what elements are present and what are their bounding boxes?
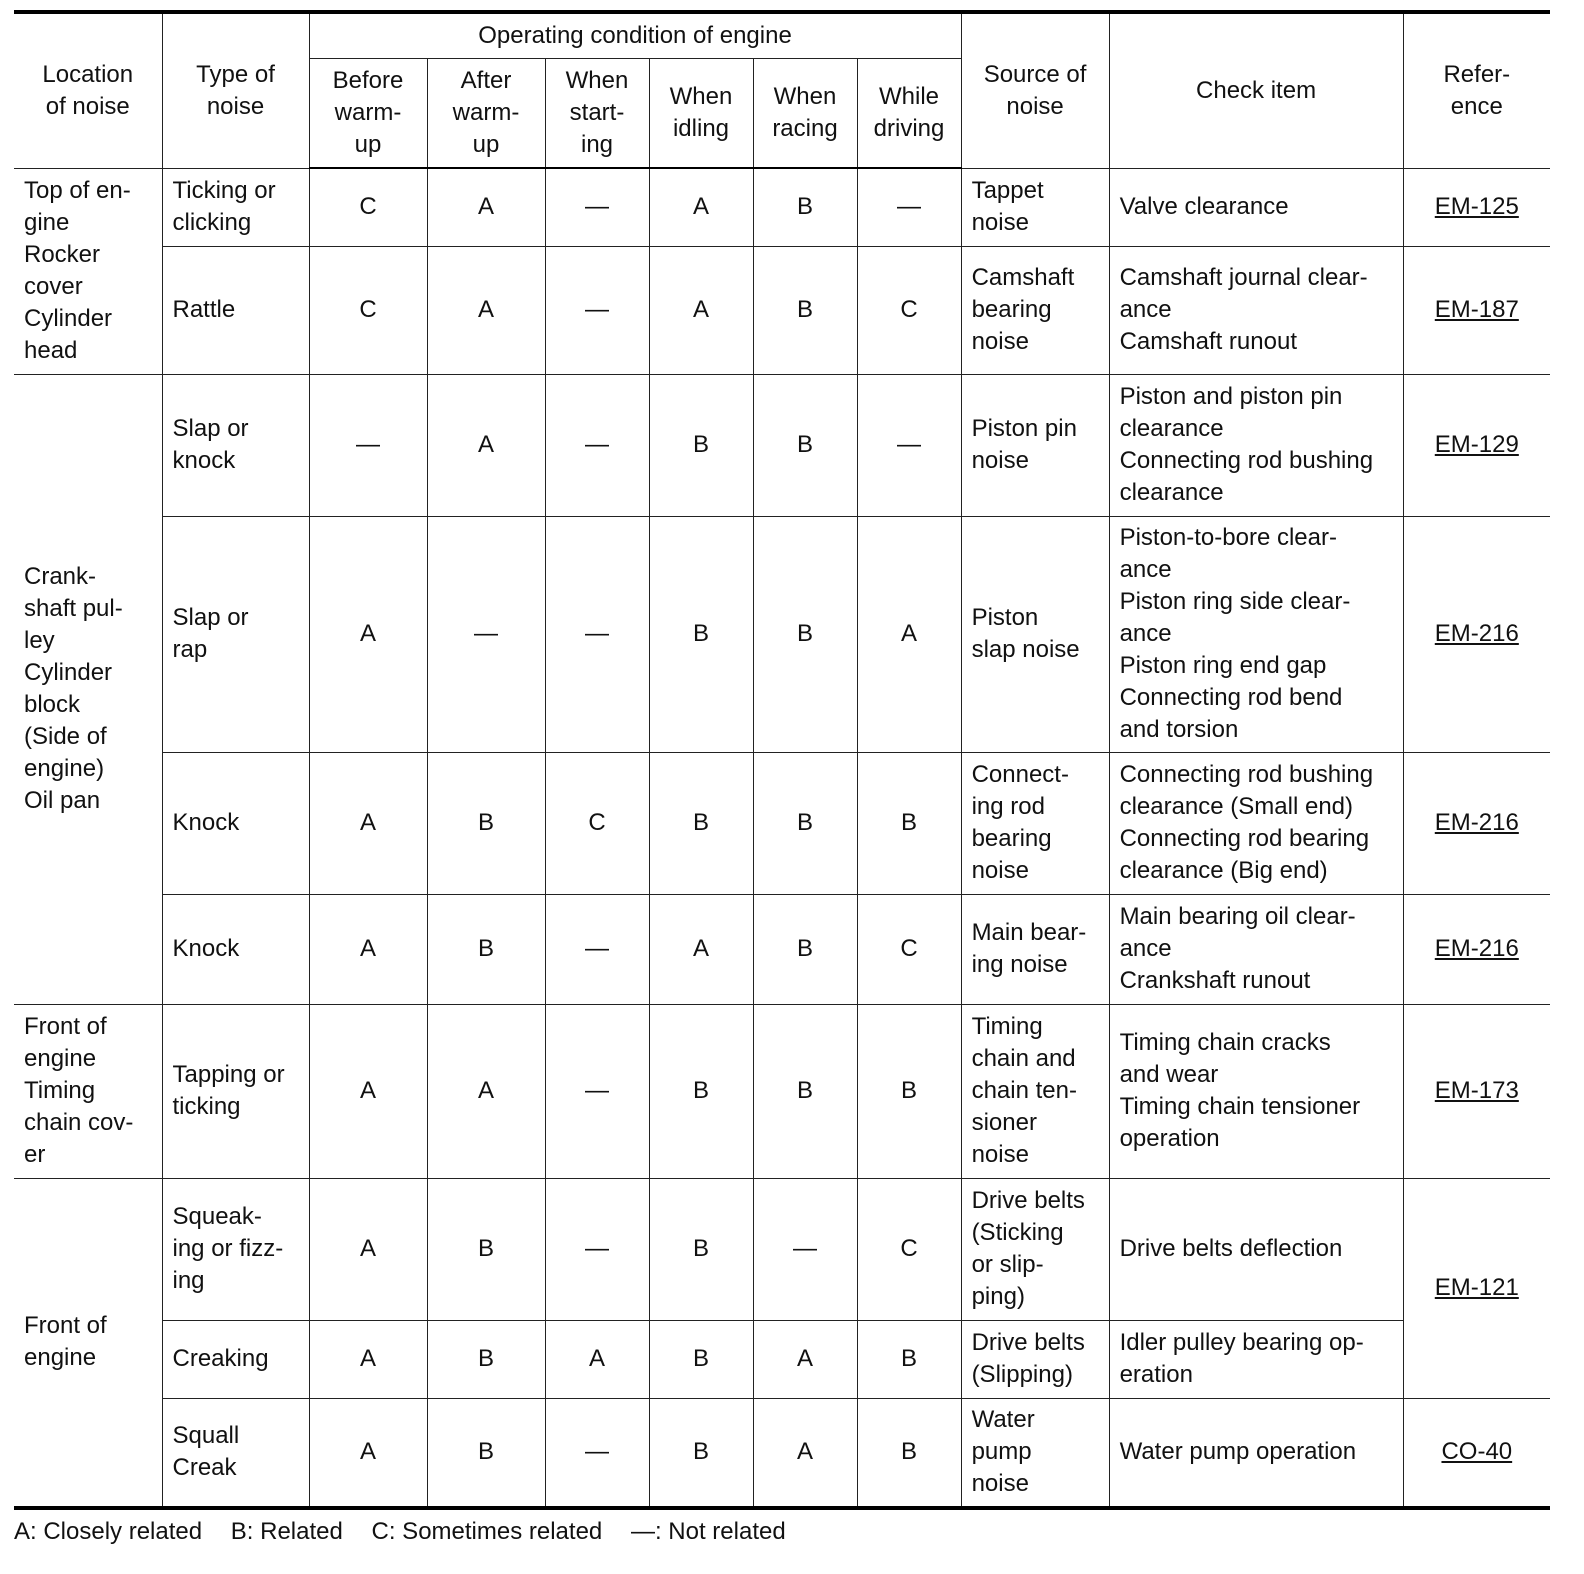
reference-link[interactable]: EM-216 xyxy=(1434,809,1519,836)
source-cell: Main bear- ing noise xyxy=(961,894,1109,1004)
noise-type-cell: Slap or rap xyxy=(162,516,309,752)
table-row xyxy=(14,1004,1550,1178)
condition-cell: — xyxy=(857,374,961,516)
reference-link[interactable]: EM-187 xyxy=(1434,296,1519,323)
reference-cell xyxy=(1403,1398,1550,1508)
header-condition-before-warmup: Before warm- up xyxy=(309,58,427,168)
check-item-cell: Main bearing oil clear- ance Crankshaft runout xyxy=(1109,894,1403,1004)
condition-cell: — xyxy=(857,168,961,246)
condition-cell: A xyxy=(309,1320,427,1398)
header-check-item: Check item xyxy=(1109,12,1403,168)
condition-cell: — xyxy=(545,246,649,374)
condition-cell: B xyxy=(427,1398,545,1508)
source-cell: Drive belts (Sticking or slip- ping) xyxy=(961,1178,1109,1320)
location-cell: Front of engine Timing chain cov- er xyxy=(14,1004,162,1178)
condition-cell: C xyxy=(545,752,649,894)
check-item-cell: Connecting rod bushing clearance (Small end) Connecting rod bearing clearance (Big end) xyxy=(1109,752,1403,894)
reference-link[interactable]: EM-216 xyxy=(1434,620,1519,647)
condition-cell: B xyxy=(753,1004,857,1178)
condition-cell: B xyxy=(649,1398,753,1508)
condition-cell: A xyxy=(427,246,545,374)
condition-cell: — xyxy=(545,1398,649,1508)
condition-cell: A xyxy=(753,1320,857,1398)
header-location: Location of noise xyxy=(14,12,162,168)
table-row xyxy=(14,894,1550,1004)
header-type: Type of noise xyxy=(162,12,309,168)
condition-cell: B xyxy=(857,752,961,894)
reference-link[interactable]: CO-40 xyxy=(1441,1438,1513,1466)
condition-cell: C xyxy=(309,168,427,246)
legend-related: B: Related xyxy=(230,1518,343,1545)
condition-cell: B xyxy=(857,1004,961,1178)
condition-cell: B xyxy=(649,516,753,752)
condition-cell: C xyxy=(857,1178,961,1320)
header-condition-when-starting: When start- ing xyxy=(545,58,649,168)
condition-cell: A xyxy=(309,752,427,894)
condition-cell: — xyxy=(545,374,649,516)
legend-sometimes-related: C: Sometimes related xyxy=(371,1518,603,1545)
check-item-cell: Drive belts deflection xyxy=(1109,1178,1403,1320)
condition-cell: A xyxy=(309,894,427,1004)
reference-cell xyxy=(1403,1004,1550,1178)
reference-link[interactable]: EM-216 xyxy=(1434,935,1519,962)
table-row xyxy=(14,168,1550,246)
condition-cell: A xyxy=(649,894,753,1004)
reference-cell xyxy=(1403,168,1550,246)
condition-cell: A xyxy=(649,246,753,374)
condition-cell: B xyxy=(427,1178,545,1320)
header-condition-when-idling: When idling xyxy=(649,58,753,168)
check-item-cell: Piston and piston pin clearance Connecting rod bushing clearance xyxy=(1109,374,1403,516)
reference-cell xyxy=(1403,1178,1550,1398)
condition-cell: B xyxy=(649,374,753,516)
check-item-cell: Water pump operation xyxy=(1109,1398,1403,1508)
reference-cell xyxy=(1403,752,1550,894)
table-row xyxy=(14,1320,1550,1398)
condition-cell: B xyxy=(753,168,857,246)
condition-cell: A xyxy=(309,516,427,752)
condition-cell: B xyxy=(649,1004,753,1178)
source-cell: Tappet noise xyxy=(961,168,1109,246)
check-item-cell: Timing chain cracks and wear Timing chain tensioner operation xyxy=(1109,1004,1403,1178)
noise-type-cell: Slap or knock xyxy=(162,374,309,516)
reference-cell xyxy=(1403,894,1550,1004)
source-cell: Water pump noise xyxy=(961,1398,1109,1508)
condition-cell: A xyxy=(309,1178,427,1320)
condition-cell: A xyxy=(427,374,545,516)
header-condition-after-warmup: After warm- up xyxy=(427,58,545,168)
condition-cell: B xyxy=(427,752,545,894)
reference-cell xyxy=(1403,246,1550,374)
condition-cell: A xyxy=(857,516,961,752)
condition-cell: — xyxy=(427,516,545,752)
check-item-cell: Idler pulley bearing op- eration xyxy=(1109,1320,1403,1398)
location-cell: Front of engine xyxy=(14,1178,162,1508)
reference-cell xyxy=(1403,374,1550,516)
header-condition-when-racing: When racing xyxy=(753,58,857,168)
reference-link[interactable]: EM-125 xyxy=(1434,193,1519,220)
condition-cell: — xyxy=(753,1178,857,1320)
header-reference: Refer- ence xyxy=(1403,12,1550,168)
condition-cell: — xyxy=(545,516,649,752)
source-cell: Connect- ing rod bearing noise xyxy=(961,752,1109,894)
condition-cell: B xyxy=(427,1320,545,1398)
condition-cell: B xyxy=(649,752,753,894)
legend-closely-related: A: Closely related xyxy=(14,1518,203,1545)
reference-link[interactable]: EM-129 xyxy=(1434,431,1519,458)
reference-link[interactable]: EM-173 xyxy=(1434,1077,1519,1104)
reference-link[interactable]: EM-121 xyxy=(1434,1274,1519,1301)
condition-cell: A xyxy=(427,168,545,246)
source-cell: Timing chain and chain ten- sioner noise xyxy=(961,1004,1109,1178)
source-cell: Camshaft bearing noise xyxy=(961,246,1109,374)
condition-cell: B xyxy=(753,752,857,894)
header-operating-condition: Operating condition of engine xyxy=(309,12,961,58)
check-item-cell: Piston-to-bore clear- ance Piston ring side clear- ance Piston ring end gap Connecting rod bend and torsion xyxy=(1109,516,1403,752)
header-condition-while-driving: While driving xyxy=(857,58,961,168)
condition-cell: C xyxy=(309,246,427,374)
table-row xyxy=(14,516,1550,752)
noise-diagnosis-table xyxy=(14,10,1550,1510)
condition-cell: B xyxy=(753,516,857,752)
source-cell: Drive belts (Slipping) xyxy=(961,1320,1109,1398)
condition-cell: A xyxy=(753,1398,857,1508)
reference-cell xyxy=(1403,516,1550,752)
table-row xyxy=(14,752,1550,894)
condition-cell: A xyxy=(309,1004,427,1178)
table-row xyxy=(14,246,1550,374)
condition-cell: B xyxy=(753,894,857,1004)
condition-cell: B xyxy=(753,246,857,374)
condition-cell: A xyxy=(309,1398,427,1508)
condition-cell: C xyxy=(857,894,961,1004)
noise-type-cell: Squall Creak xyxy=(162,1398,309,1508)
condition-cell: B xyxy=(857,1398,961,1508)
condition-cell: — xyxy=(545,894,649,1004)
condition-cell: — xyxy=(309,374,427,516)
source-cell: Piston slap noise xyxy=(961,516,1109,752)
noise-type-cell: Ticking or clicking xyxy=(162,168,309,246)
source-cell: Piston pin noise xyxy=(961,374,1109,516)
table-row xyxy=(14,1178,1550,1320)
condition-cell: — xyxy=(545,168,649,246)
condition-cell: — xyxy=(545,1178,649,1320)
noise-type-cell: Knock xyxy=(162,894,309,1004)
check-item-cell: Camshaft journal clear- ance Camshaft runout xyxy=(1109,246,1403,374)
check-item-cell: Valve clearance xyxy=(1109,168,1403,246)
table-row xyxy=(14,1398,1550,1508)
condition-cell: A xyxy=(545,1320,649,1398)
noise-type-cell: Creaking xyxy=(162,1320,309,1398)
legend xyxy=(14,1516,808,1548)
noise-type-cell: Squeak- ing or fizz- ing xyxy=(162,1178,309,1320)
location-cell: Top of en- gine Rocker cover Cylinder head xyxy=(14,168,162,374)
condition-cell: B xyxy=(649,1320,753,1398)
legend-not-related: —: Not related xyxy=(630,1518,786,1545)
noise-type-cell: Rattle xyxy=(162,246,309,374)
condition-cell: B xyxy=(427,894,545,1004)
condition-cell: A xyxy=(649,168,753,246)
condition-cell: B xyxy=(649,1178,753,1320)
noise-type-cell: Tapping or ticking xyxy=(162,1004,309,1178)
header-source: Source of noise xyxy=(961,12,1109,168)
condition-cell: A xyxy=(427,1004,545,1178)
table-row xyxy=(14,374,1550,516)
condition-cell: B xyxy=(857,1320,961,1398)
location-cell: Crank- shaft pul- ley Cylinder block (Side of engine) Oil pan xyxy=(14,374,162,1004)
noise-type-cell: Knock xyxy=(162,752,309,894)
noise-diagnosis-sheet xyxy=(14,10,1550,1510)
condition-cell: B xyxy=(753,374,857,516)
condition-cell: — xyxy=(545,1004,649,1178)
condition-cell: C xyxy=(857,246,961,374)
